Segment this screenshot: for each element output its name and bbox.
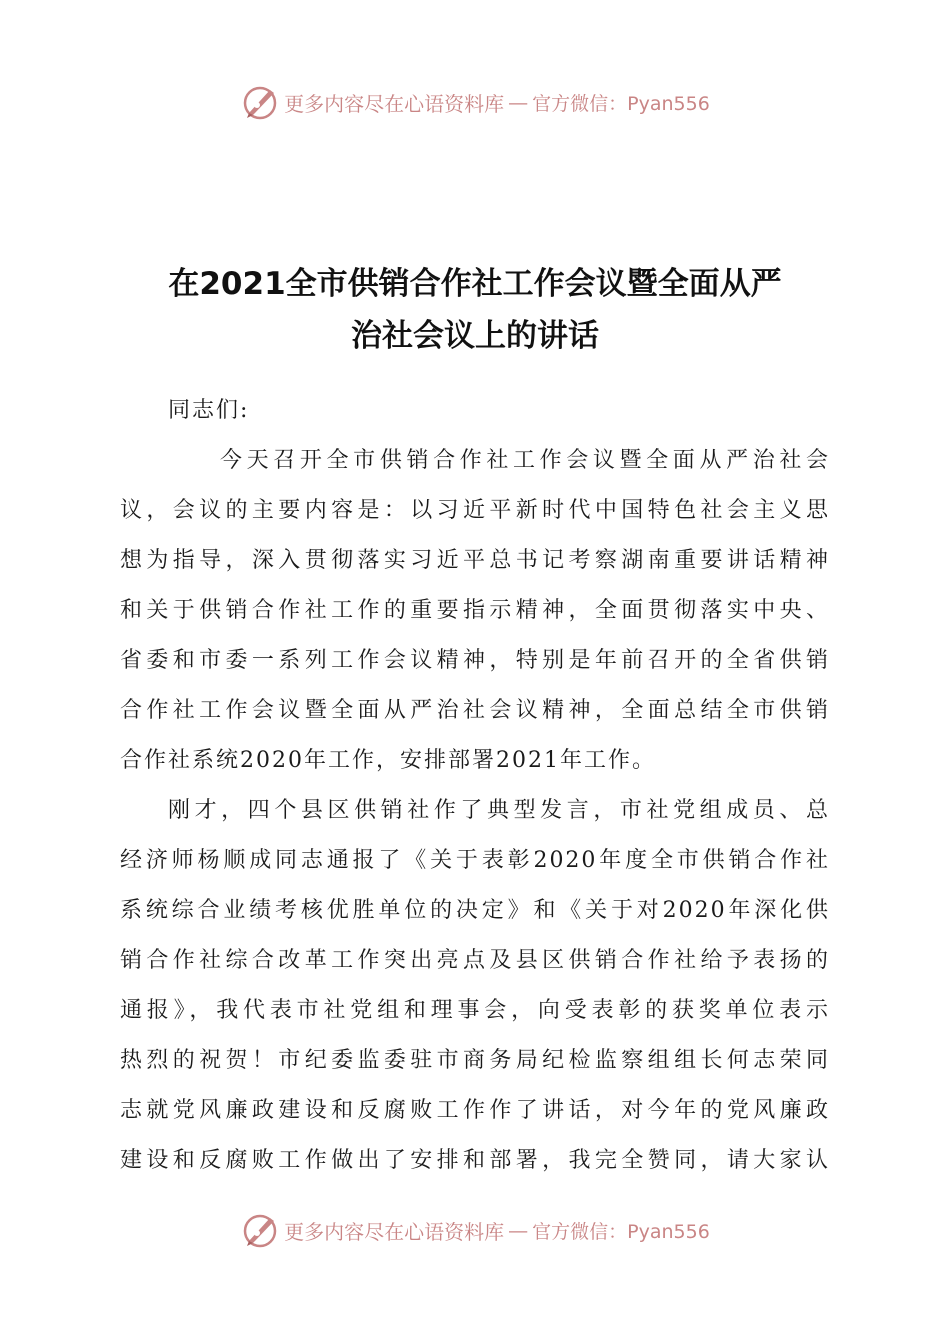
footer-watermark — [0, 1208, 950, 1252]
watermark-official-text: 官方微信：Pyan556 — [532, 1220, 710, 1243]
paragraph-1-line: 议，会议的主要内容是：以习近平新时代中国特色社会主义思 — [120, 498, 830, 523]
paragraph-2-line: 通报》，我代表市社党组和理事会，向受表彰的获奖单位表示 — [120, 998, 830, 1023]
paragraph-1-line: 省委和市委一系列工作会议精神，特别是年前召开的全省供销 — [120, 648, 830, 673]
paragraph-2-line: 热烈的祝贺！市纪委监委驻市商务局纪检监察组组长何志荣同 — [120, 1048, 830, 1073]
document-body — [120, 386, 830, 1186]
watermark-brand-text: 更多内容尽在心语资料库 — [284, 1219, 505, 1244]
paragraph-1-line: 合作社系统2020年工作，安排部署2021年工作。 — [120, 748, 656, 773]
watermark-dash: — — [508, 90, 529, 114]
paragraph-2-line: 系统综合业绩考核优胜单位的决定》和《关于对2020年深化供 — [120, 898, 830, 923]
paragraph-1-line: 今天召开全市供销合作社工作会议暨全面从严治社会 — [220, 448, 830, 473]
paragraph-1-line: 合作社工作会议暨全面从严治社会议精神，全面总结全市供销 — [120, 698, 830, 723]
title-line-2: 治社会议上的讲话 — [351, 318, 599, 354]
paragraph-2-line: 销合作社综合改革工作突出亮点及县区供销合作社给予表扬的 — [120, 948, 830, 973]
paragraph-2-line: 建设和反腐败工作做出了安排和部署，我完全赞同，请大家认 — [120, 1148, 830, 1173]
paragraph-2-line: 经济师杨顺成同志通报了《关于表彰2020年度全市供销合作社 — [120, 848, 830, 873]
paragraph-2-line: 志就党风廉政建设和反腐败工作作了讲话，对今年的党风廉政 — [120, 1098, 830, 1123]
pen-circle-logo-icon — [240, 82, 280, 122]
title-line-1: 在2021全市供销合作社工作会议暨全面从严 — [168, 266, 782, 302]
pen-circle-logo-icon — [240, 1210, 280, 1250]
watermark-brand-text: 更多内容尽在心语资料库 — [284, 91, 505, 116]
header-watermark — [0, 80, 950, 124]
watermark-official-text: 官方微信：Pyan556 — [532, 92, 710, 115]
watermark-dash: — — [508, 1218, 529, 1242]
paragraph-2-line: 刚才，四个县区供销社作了典型发言，市社党组成员、总 — [168, 798, 830, 823]
salutation: 同志们: — [168, 398, 250, 423]
document-title — [100, 258, 850, 362]
paragraph-1-line: 和关于供销合作社工作的重要指示精神，全面贯彻落实中央、 — [120, 598, 830, 623]
paragraph-1-line: 想为指导，深入贯彻落实习近平总书记考察湖南重要讲话精神 — [120, 548, 830, 573]
